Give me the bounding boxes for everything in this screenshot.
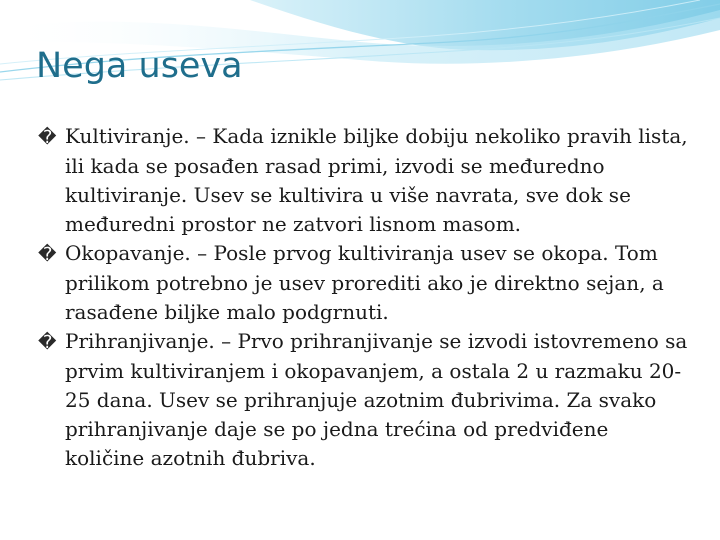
- bullet-marker-icon: �: [38, 244, 57, 265]
- bullet-text: Kultiviranje. – Kada iznikle biljke dobiju nekoliko pravih lista, ili kada se posađen rasad primi, izvodi se međuredno kultiviranje. Usev se kultivira u više navrata, sve dok se međuredni prostor ne zatvori lisnom masom.: [65, 124, 688, 236]
- bullet-list: [38, 122, 688, 473]
- list-item: [38, 239, 688, 327]
- bullet-marker-icon: �: [38, 127, 57, 148]
- bullet-text: Prihranjivanje. – Prvo prihranjivanje se izvodi istovremeno sa prvim kultiviranjem i okopavanjem, a ostala 2 u razmaku 20-25 dana. Usev se prihranjuje azotnim đubrivima. Za svako prihranjivanje daje se po jedna trećina od predviđene količine azotnih đubriva.: [65, 329, 688, 470]
- list-item: [38, 122, 688, 239]
- list-item: [38, 327, 688, 473]
- slide-title: Nega useva: [36, 46, 243, 86]
- bullet-marker-icon: �: [38, 332, 57, 353]
- bullet-text: Okopavanje. – Posle prvog kultiviranja usev se okopa. Tom prilikom potrebno je usev prorediti ako je direktno sejan, a rasađene biljke malo podgrnuti.: [65, 241, 664, 324]
